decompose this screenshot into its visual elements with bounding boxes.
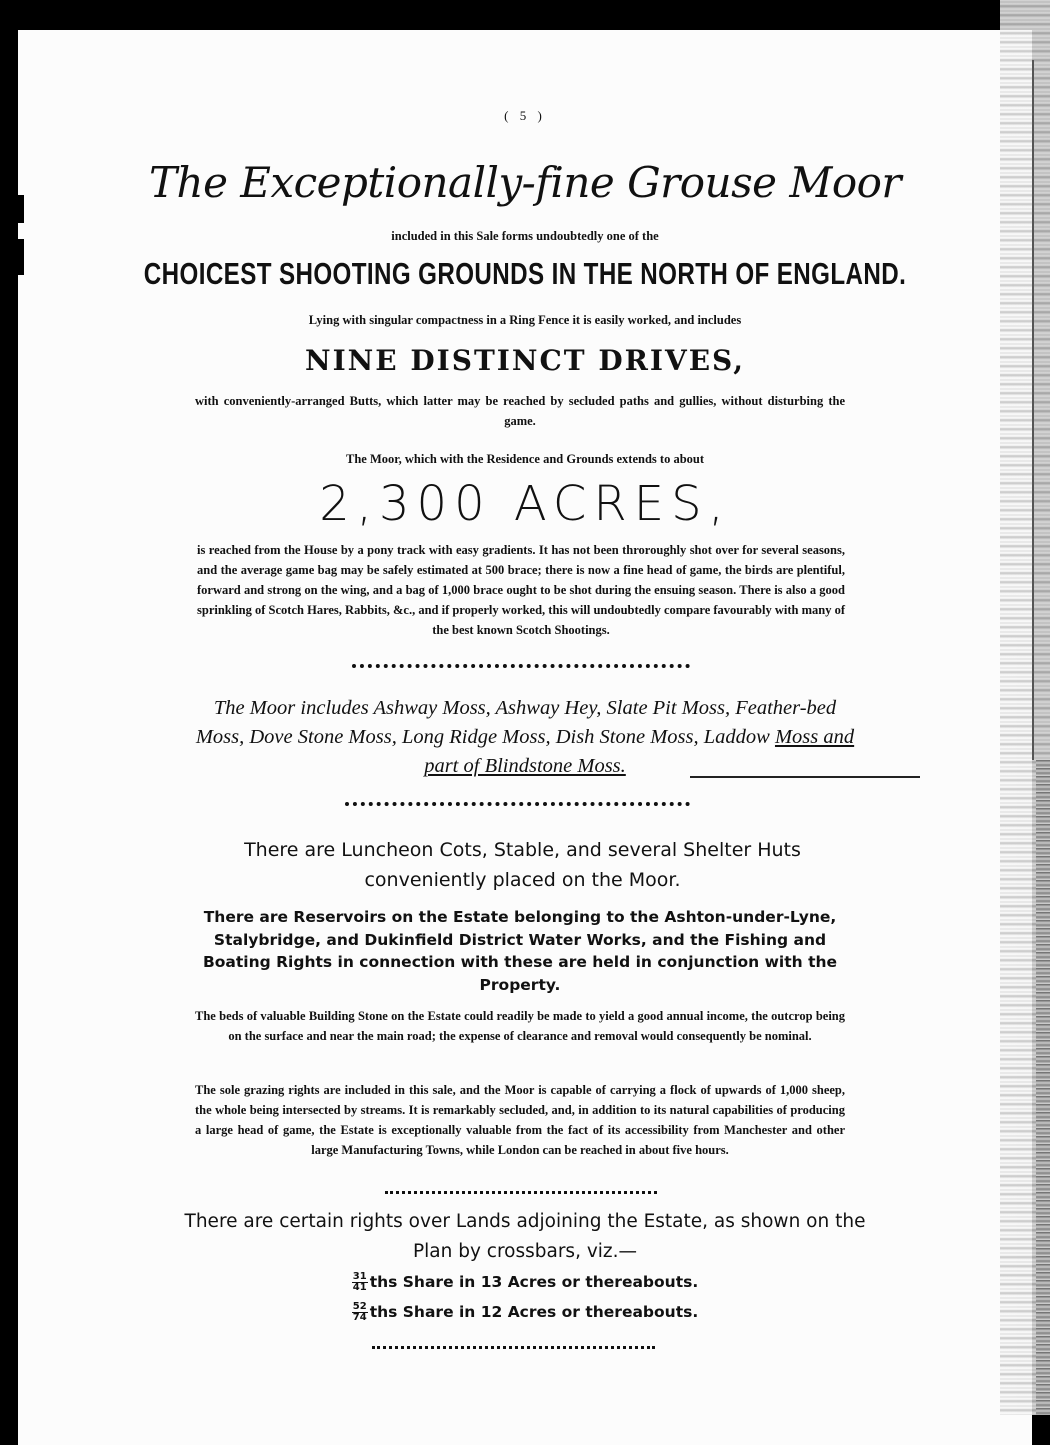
headline: The Exceptionally-fine Grouse Moor — [149, 158, 901, 207]
moor-extent-text: The Moor, which with the Residence and Grounds extends to about — [345, 452, 705, 466]
drives-heading: NINE DISTINCT DRIVES, — [304, 344, 746, 377]
moor-includes-lead: The Moor includes Ashway Moss, Ashway Hey, Slate Pit Moss, Feather-bed Moss, Dove Stone Moss, Long Ridge Moss, Dish Stone Moss, Laddow — [195, 697, 837, 748]
scan-edge — [1000, 0, 1050, 1415]
butts-paragraph: with conveniently-arranged Butts, which latter may be reached by secluded paths and gullies, without disturbing the game. — [195, 394, 845, 428]
choicest-heading: CHOICEST SHOOTING GROUNDS IN THE NORTH OF ENGLAND. — [143, 256, 907, 291]
divider-1 — [352, 664, 690, 668]
grazing-paragraph: The sole grazing rights are included in this sale, and the Moor is capable of carrying a flock of upwards of 1,000 sheep, the whole being intersected by streams. It is remarkably secluded, and, in addition to its natural capabilities of producing a large head of game, the Estate is exceptionally valuable from the fact of its accessibility from Manchester and other large Manufacturing Towns, while London can be reached in about five hours. — [195, 1083, 845, 1157]
reached-paragraph: is reached from the House by a pony track with easy gradients. It has not been throroughly shot over for several seasons, and the average game bag may be safely estimated at 500 brace; there is now a fine head of game, the birds are plentiful, forward and strong on the wing, and a bag of 1,000 brace ought to be shot during the ensuing season. There is also a good sprinkling of Scotch Hares, Rabbits, &c., and if properly worked, this will undoubtedly compare favourably with many of the best known Scotch Shootings. — [197, 543, 845, 637]
luncheon-paragraph: There are Luncheon Cots, Stable, and several Shelter Huts conveniently placed on the Moor. — [244, 839, 801, 891]
share-text: ths Share in 12 Acres or thereabouts. — [369, 1303, 699, 1321]
moor-includes-list — [190, 694, 860, 781]
moor-includes-underlined: Moss and part of Blindstone Moss. — [424, 726, 855, 777]
stray-mark — [690, 776, 920, 778]
reservoirs-paragraph: There are Reservoirs on the Estate belonging to the Ashton-under-Lyne, Stalybridge, and Dukinfield District Water Works, and the Fishing and Boating Rights in connection with these are held in conjunction with the Property. — [202, 908, 838, 994]
divider-3 — [385, 1191, 657, 1194]
share-fraction: $\frac{52}{74}$ — [352, 1301, 367, 1323]
subheadline: included in this Sale forms undoubtedly one of the — [391, 229, 659, 243]
share-text: ths Share in 13 Acres or thereabouts. — [369, 1273, 699, 1291]
ring-fence-text: Lying with singular compactness in a Ring Fence it is easily worked, and includes — [308, 313, 742, 327]
building-stone-paragraph: The beds of valuable Building Stone on the Estate could readily be made to yield a good annual income, the outcrop being on the surface and near the main road; the expense of clearance and removal would consequently be nominal. — [195, 1009, 845, 1043]
divider-2 — [345, 802, 690, 806]
acres-heading: 2,300 ACRES, — [319, 476, 731, 532]
divider-4 — [372, 1346, 655, 1349]
certain-rights-paragraph: There are certain rights over Lands adjoining the Estate, as shown on the Plan by crossbars, viz.— — [184, 1211, 866, 1262]
share-line-1 — [0, 1272, 1050, 1293]
share-fraction: $\frac{31}{41}$ — [352, 1271, 367, 1293]
share-line-2 — [0, 1302, 1050, 1323]
page-number: ( 5 ) — [504, 108, 546, 123]
